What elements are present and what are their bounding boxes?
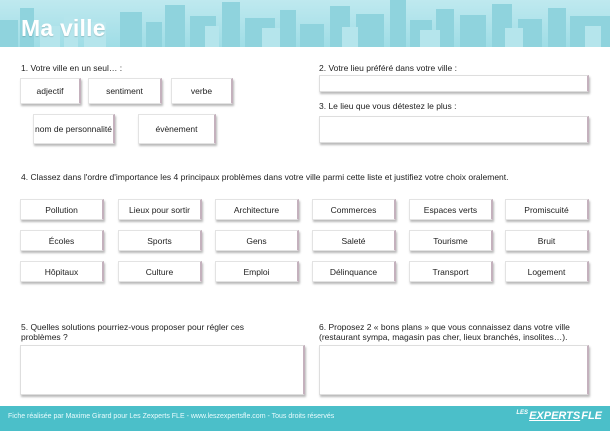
page-title: Ma ville — [21, 15, 106, 41]
problem-card[interactable]: Gens — [215, 230, 299, 251]
question-2-label: 2. Votre lieu préféré dans votre ville : — [319, 63, 457, 73]
problem-card[interactable]: Écoles — [20, 230, 104, 251]
problem-card[interactable]: Architecture — [215, 199, 299, 220]
problem-card[interactable]: Hôpitaux — [20, 261, 104, 282]
problem-card[interactable]: Lieux pour sortir — [118, 199, 202, 220]
problem-card[interactable]: Culture — [118, 261, 202, 282]
logo-prefix: LES — [516, 410, 529, 416]
word-card-evenement[interactable]: évènement — [138, 114, 216, 144]
header-banner — [0, 0, 610, 47]
question-5-label: 5. Quelles solutions pourriez-vous proposer pour régler ces problèmes ? — [21, 322, 245, 342]
problem-card[interactable]: Délinquance — [312, 261, 396, 282]
word-card-adjectif[interactable]: adjectif — [20, 78, 81, 104]
logo-main: EXPERTS — [529, 410, 581, 422]
problem-card[interactable]: Promiscuité — [505, 199, 589, 220]
problem-card[interactable]: Commerces — [312, 199, 396, 220]
footer-bar — [0, 406, 610, 431]
footer-credit: Fiche réalisée par Maxime Girard pour Les Zexperts FLE - www.leszexpertsfle.com - Tous droits réservés — [8, 413, 335, 420]
problem-card[interactable]: Sports — [118, 230, 202, 251]
question-6-label: 6. Proposez 2 « bons plans » que vous connaissez dans votre ville (restaurant sympa, magasin pas cher, lieux branchés, insolites…). — [319, 322, 570, 342]
problem-card[interactable]: Espaces verts — [409, 199, 493, 220]
problem-card[interactable]: Tourisme — [409, 230, 493, 251]
word-card-sentiment[interactable]: sentiment — [88, 78, 162, 104]
question-1-label: 1. Votre ville en un seul… : — [21, 63, 123, 73]
question-6-answer-box[interactable] — [319, 345, 589, 395]
problem-card[interactable]: Bruit — [505, 230, 589, 251]
word-card-verbe[interactable]: verbe — [171, 78, 233, 104]
logo-suffix: FLE — [581, 410, 602, 422]
problem-card[interactable]: Logement — [505, 261, 589, 282]
question-4-label: 4. Classez dans l'ordre d'importance les 4 principaux problèmes dans votre ville parmi cette liste et justifiez votre choix oralement. — [21, 172, 509, 182]
question-3-label: 3. Le lieu que vous détestez le plus : — [319, 101, 457, 111]
problem-card[interactable]: Emploi — [215, 261, 299, 282]
problem-card[interactable]: Saleté — [312, 230, 396, 251]
word-card-nom-de-personnalite[interactable]: nom de personnalité — [33, 114, 115, 144]
problem-card[interactable]: Pollution — [20, 199, 104, 220]
les-zexperts-fle-logo — [516, 410, 602, 427]
question-3-answer-box[interactable] — [319, 116, 589, 143]
problem-card[interactable]: Transport — [409, 261, 493, 282]
question-5-answer-box[interactable] — [20, 345, 305, 395]
question-2-answer-box[interactable] — [319, 75, 589, 92]
